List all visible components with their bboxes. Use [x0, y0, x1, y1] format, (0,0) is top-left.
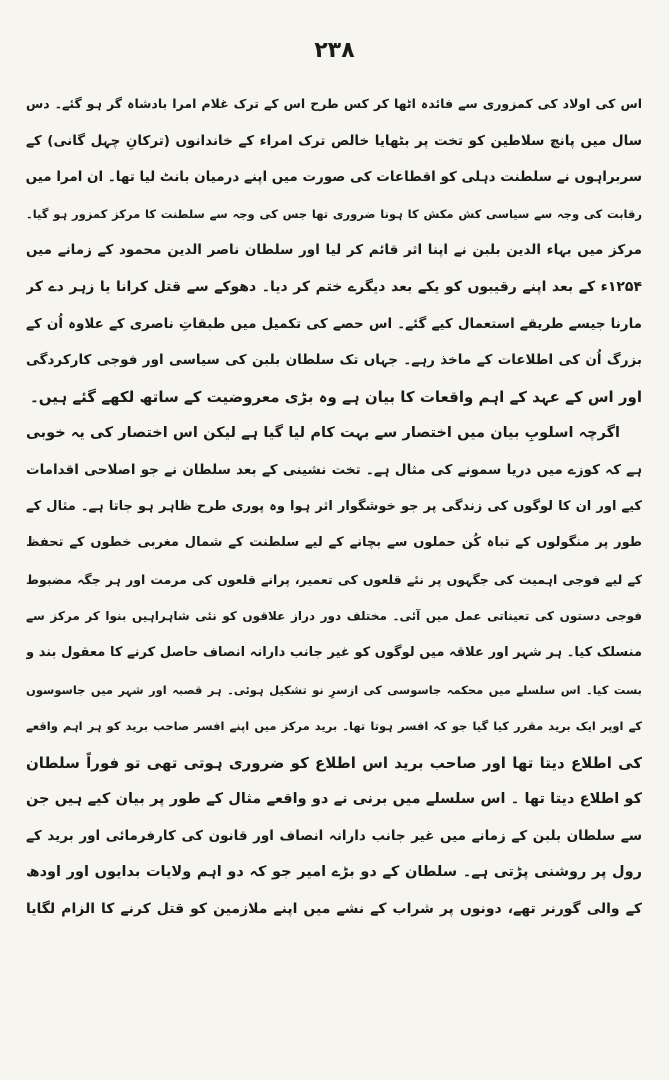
text-line: کو اطلاع دیتا تھا ۔ اس سلسلے میں برنی نے دو واقعے مثال کے طور پر بیان کیے ہیں جن [26, 791, 642, 808]
text-line: کے لیے فوجی اہمیت کی جگہوں پر نئے قلعوں کی تعمیر، پرانے قلعوں کی مرمت اور ہر جگہ مضبوط [26, 571, 642, 587]
text-line: اگرچہ اسلوبِ بیان میں اختصار سے بہت کام لیا گیا ہے لیکن اس اختصار کی یہ خوبی [26, 425, 620, 442]
text-line: ۱۲۵۴ء کے بعد اپنے رقیبوں کو یکے بعد دیگرے ختم کر دیا۔ دھوکے سے قتل کرانا یا زہر دے کر [26, 278, 642, 295]
text-line: مارنا جیسے طریقے استعمال کیے گئے۔ اس حصے کی تکمیل میں طبقاتِ ناصری کے علاوہ اُن کے [26, 315, 642, 332]
text-line: رقابت کی وجہ سے سیاسی کش مکش کا ہونا ضروری تھا جس کی وجہ سے سلطنت کا مرکز کمزور ہو گیا۔ [26, 206, 642, 221]
text-line: منسلک کیا۔ ہر شہر اور علاقہ میں لوگوں کو غیر جانب دارانہ انصاف حاصل کرنے کا معقول بند و [26, 644, 642, 660]
text-line: سے سلطان بلبن کے زمانے میں غیر جانب دارانہ انصاف اور قانون کی کارفرمائی اور برید کے [26, 827, 642, 844]
text-line: سال میں پانچ سلاطین کو تخت پر بٹھایا خالص ترک امراء کے خاندانوں (ترکانِ چہل گانی) کے [26, 132, 642, 149]
text-line: کے اوپر ایک برید مقرر کیا گیا جو کہ افسر ہوتا تھا۔ برید مرکز میں اپنے افسر صاحب برید کو ہر اہم واقعے [26, 719, 642, 734]
text-line: رول پر روشنی پڑتی ہے۔ سلطان کے دو بڑے امیر جو کہ دو اہم ولایات بدایوں اور اودھ [26, 864, 642, 881]
body-text [26, 86, 642, 928]
page-number: ۲۳۸ [314, 38, 355, 63]
text-line: فوجی دستوں کی تعیناتی عمل میں آئی۔ مختلف دور دراز علاقوں کو نئی شاہراہیں بنوا کر مرکز سے [26, 609, 642, 624]
text-line: سربراہوں نے سلطنت دہلی کو اقطاعات کی صورت میں اپنے درمیان بانٹ لیا تھا۔ ان امرا میں [26, 169, 642, 186]
text-line: کے والی گورنر تھے، دونوں پر شراب کے نشے میں اپنے ملازمین کو قتل کرنے کا الزام لگایا [26, 901, 642, 918]
text-line: اس کی اولاد کی کمزوری سے فائدہ اٹھا کر کس طرح اس کے ترک غلام امرا بادشاہ گر ہو گئے۔ دس [26, 96, 642, 111]
text-line: بست کیا۔ اس سلسلے میں محکمہ جاسوسی کی ازسرِ نو تشکیل ہوئی۔ ہر قصبہ اور شہر میں جاسوسوں [26, 682, 642, 697]
text-line: اور اس کے عہد کے اہم واقعات کا بیان ہے وہ بڑی معروضیت کے ساتھ لکھے گئے ہیں۔ [29, 387, 642, 406]
text-line: طور پر منگولوں کے تباہ کُن حملوں سے بچانے کے لیے سلطنت کے شمال مغربی خطوں کے تحفظ [26, 535, 642, 551]
text-line: کی اطلاع دیتا تھا اور صاحب برید اس اطلاع کو ضروری ہوتی تھی تو فوراً سلطان [26, 753, 642, 772]
text-line: مرکز میں بہاء الدین بلبن نے اپنا اثر قائم کر لیا اور سلطان ناصر الدین محمود کے زمانے میں [26, 242, 642, 259]
text-line: بزرگ اُن کی اطلاعات کے ماخذ رہے۔ جہاں تک سلطان بلبن کی سیاسی اور فوجی کارکردگی [26, 352, 642, 369]
text-line: ہے کہ کوزے میں دریا سمونے کی مثال ہے۔ تخت نشینی کے بعد سلطان نے جو اصلاحی اقدامات [26, 461, 642, 478]
text-line: کیے اور ان کا لوگوں کی زندگی پر جو خوشگوار اثر ہوا وہ پوری طرح ظاہر ہو جاتا ہے۔ مثال کے [26, 498, 642, 514]
